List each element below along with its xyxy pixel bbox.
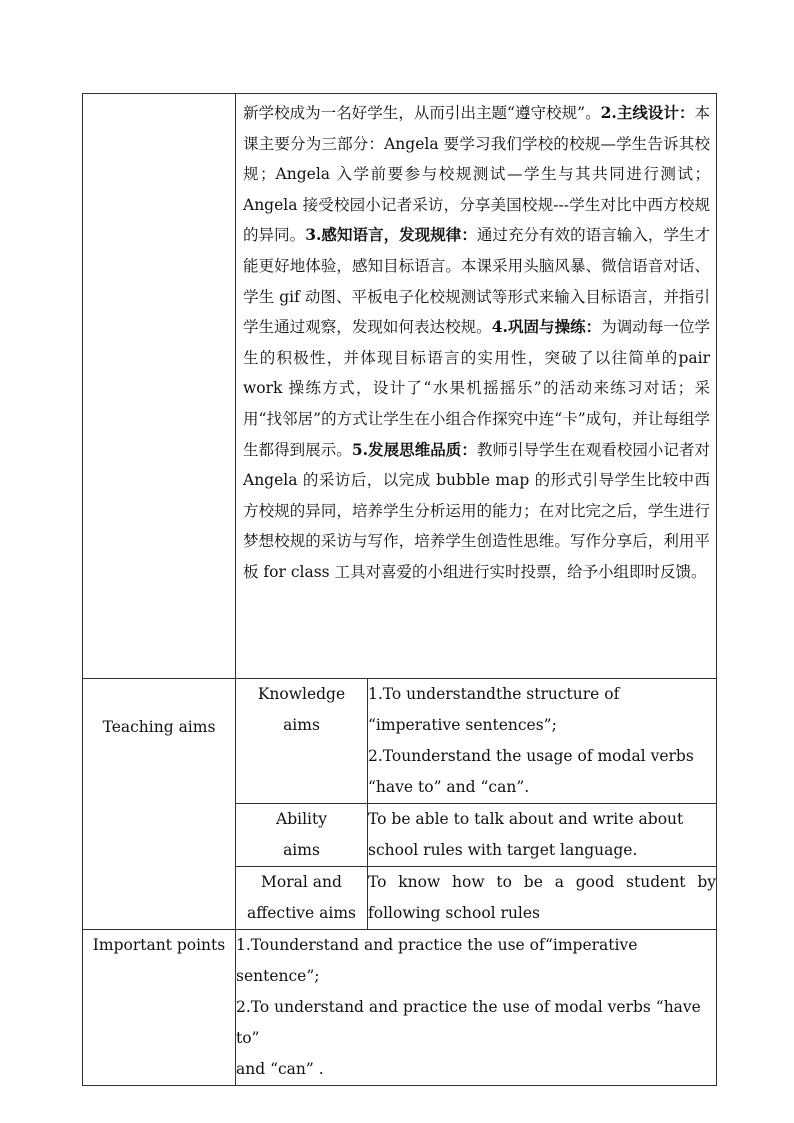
design-heading-3: 3.感知语言，发现规律： <box>305 225 477 245</box>
knowledge-label-line2: aims <box>283 716 320 734</box>
design-heading-4: 4.巩固与操练： <box>491 317 602 337</box>
empty-label-cell <box>83 94 236 679</box>
design-paragraph-2: 本课主要分为三部分：Angela 要学习我们学校的校规—学生告诉其校规；Angela 入学前要参与校规测试—学生与其共同进行测试；Angela 接受校园小记者采访，分享美国校规---学生对比中西方校规的异同。 <box>243 104 711 245</box>
moral-line1: To know how to be a good student by <box>368 873 717 891</box>
knowledge-line3: 2.Tounderstand the usage of modal verbs <box>368 747 694 765</box>
knowledge-line4: “have to” and “can”. <box>368 778 530 796</box>
design-paragraph-1: 新学校成为一名好学生，从而引出主题“遵守校规”。 <box>243 104 601 122</box>
lesson-plan-table <box>82 93 717 1086</box>
knowledge-line1: 1.To understandthe structure of <box>368 685 620 703</box>
important-points-label: Important points <box>83 930 236 1086</box>
teaching-design-row <box>83 94 717 679</box>
design-paragraph-5: 教师引导学生在观看校园小记者对 Angela 的采访后，以完成 bubble map 的形式引导学生比较中西方校规的异同，培养学生分析运用的能力；在对比完之后，学生进行梦想校规的采访与写作，培养学生创造性思维。写作分享后，利用平板 for class 工具对喜爱的小组进行实时投票，给予小组即时反馈。 <box>243 440 711 581</box>
ability-line1: To be able to talk about and write about <box>368 810 684 828</box>
important-points-value <box>236 930 717 1086</box>
moral-aims-value <box>368 867 717 930</box>
knowledge-aims-value <box>368 679 717 804</box>
ability-label-line2: aims <box>283 841 320 859</box>
moral-label-line2: affective aims <box>247 904 356 922</box>
ability-aims-value <box>368 804 717 867</box>
knowledge-aims-row <box>83 679 717 804</box>
important-line1: 1.Tounderstand and practice the use of“imperative sentence”; <box>236 936 638 985</box>
ability-line2: school rules with target language. <box>368 841 638 859</box>
ability-aims-label <box>236 804 368 867</box>
teaching-design-cell <box>236 94 717 679</box>
design-paragraph-4: 为调动每一位学生的积极性，并体现目标语言的实用性，突破了以往简单的pair work 操练方式，设计了“水果机摇摇乐”的活动来练习对话；采用“找邻居”的方式让学生在小组合作探究中连“卡”成句，并让每组学生都得到展示。 <box>243 318 711 459</box>
important-line2: 2.To understand and practice the use of modal verbs “have to” <box>236 998 701 1047</box>
moral-label-line1: Moral and <box>261 873 342 891</box>
important-points-row <box>83 930 717 1086</box>
ability-label-line1: Ability <box>276 810 327 828</box>
knowledge-line2: “imperative sentences”; <box>368 716 557 734</box>
teaching-design-text <box>236 94 716 590</box>
design-heading-5: 5.发展思维品质： <box>351 439 477 459</box>
knowledge-aims-label <box>236 679 368 804</box>
important-line3: and “can” . <box>236 1060 324 1078</box>
moral-line2: following school rules <box>368 904 541 922</box>
teaching-aims-label: Teaching aims <box>83 679 236 930</box>
moral-aims-label <box>236 867 368 930</box>
design-heading-2: 2.主线设计： <box>600 103 695 122</box>
design-paragraph-3: 通过充分有效的语言输入，学生才能更好地体验，感知目标语言。本课采用头脑风暴、微信语音对话、学生 gif 动图、平板电子化校规测试等形式来输入目标语言，并指引学生通过观察，发现如何表达校规。 <box>243 226 711 337</box>
knowledge-label-line1: Knowledge <box>257 685 346 703</box>
